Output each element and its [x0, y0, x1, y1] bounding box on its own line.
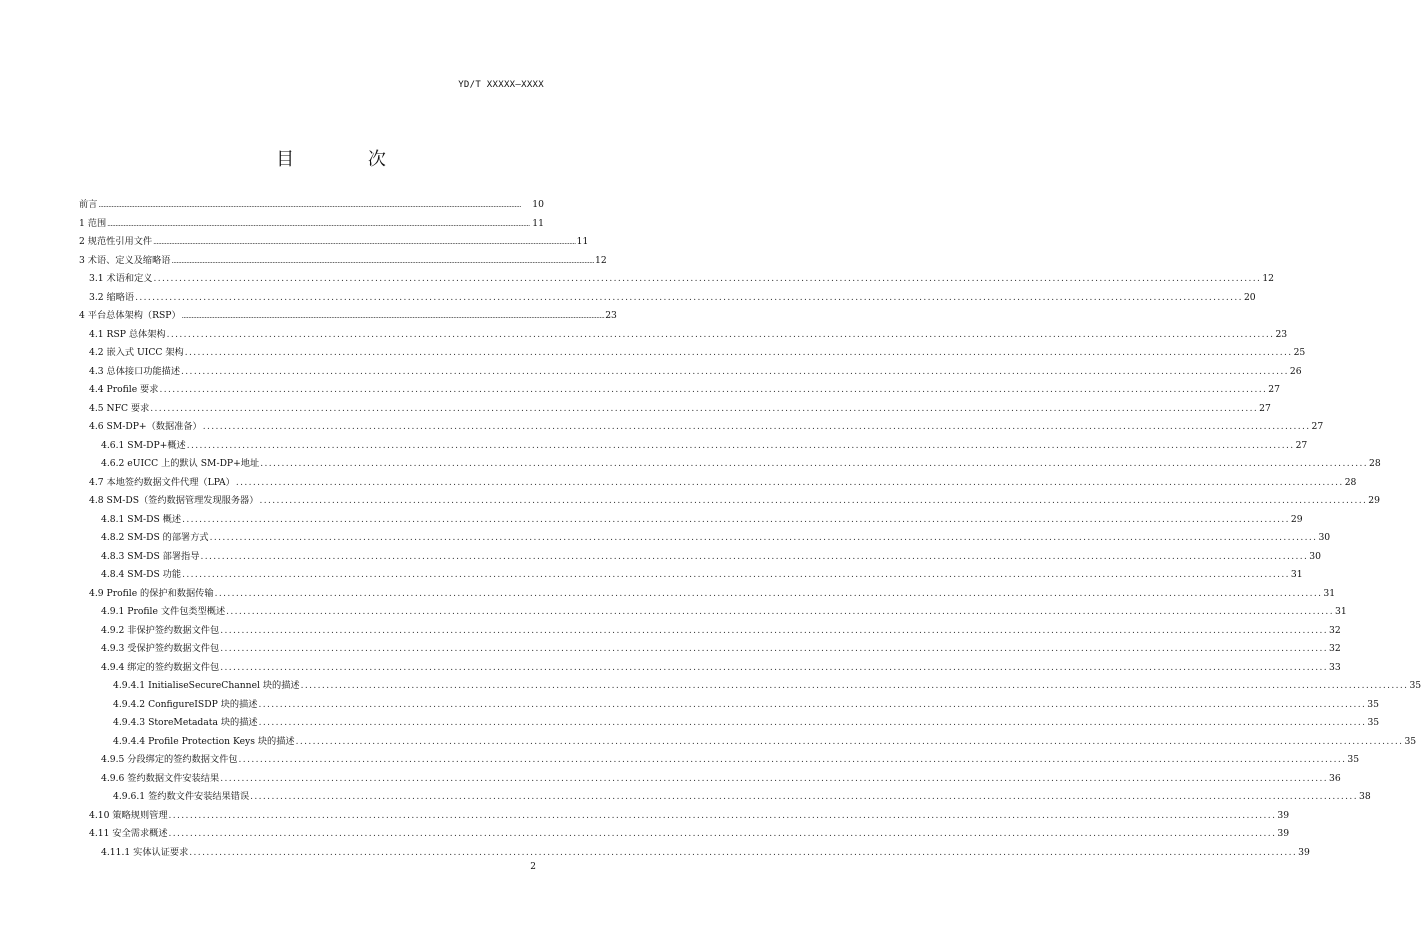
dot-leader: .................................................................................................................................................................................................................................................................... — [182, 570, 1290, 580]
toc-entry-page: 31 — [1323, 587, 1336, 599]
toc-entry[interactable] — [79, 661, 1341, 674]
toc-entry-label: 4.9.3 受保护签约数据文件包 — [101, 643, 220, 654]
dot-leader: .................................................................................................................................................................................................................................................................... — [107, 219, 530, 228]
dot-leader: .................................................................................................................................................................................................................................................................... — [220, 662, 1329, 673]
toc-entry[interactable] — [79, 458, 1381, 470]
toc-entry[interactable] — [79, 828, 1290, 840]
toc-entry-page: 38 — [1358, 791, 1371, 802]
dot-leader: .................................................................................................................................................................................................................................................................... — [258, 699, 1367, 710]
toc-entry-page: 27 — [1295, 439, 1308, 451]
toc-entry-label: 4.9.6.1 签约数文件安装结果错误 — [113, 791, 250, 802]
toc-entry[interactable] — [79, 698, 1379, 711]
toc-entry-page: 10 — [532, 199, 544, 210]
toc-entry-page: 31 — [1290, 569, 1303, 580]
dot-leader: .................................................................................................................................................................................................................................................................... — [182, 514, 1290, 525]
dot-leader: .................................................................................................................................................................................................................................................................... — [171, 256, 594, 265]
toc-entry-label: 前言 — [79, 199, 98, 210]
toc-entry[interactable] — [79, 273, 1275, 285]
toc-entry-label: 4.2 嵌入式 UICC 架构 — [89, 347, 184, 358]
toc-entry-page: 35 — [1367, 698, 1379, 710]
toc-entry-page: 31 — [1334, 606, 1347, 617]
dot-leader: .................................................................................................................................................................................................................................................................... — [258, 718, 1367, 728]
toc-entry-page: 26 — [1289, 365, 1302, 377]
dot-leader: .................................................................................................................................................................................................................................................................... — [168, 810, 1277, 821]
dot-leader: .................................................................................................................................................................................................................................................................... — [135, 292, 1243, 303]
toc-entry-page: 39 — [1277, 828, 1290, 839]
toc-entry[interactable] — [79, 754, 1360, 766]
toc-entry[interactable] — [79, 569, 1303, 581]
table-of-contents — [79, 199, 1421, 865]
dot-leader: .................................................................................................................................................................................................................................................................... — [300, 681, 1409, 691]
dot-leader: .................................................................................................................................................................................................................................................................... — [153, 274, 1262, 284]
toc-entry-label: 4.9.4 绑定的签约数据文件包 — [101, 661, 220, 673]
toc-entry-page: 11 — [532, 217, 544, 229]
toc-entry[interactable] — [79, 328, 1288, 341]
toc-entry-label: 3.2 缩略语 — [89, 291, 135, 303]
toc-entry[interactable] — [79, 218, 544, 230]
dot-leader: .................................................................................................................................................................................................................................................................... — [250, 792, 1358, 802]
toc-entry[interactable] — [79, 347, 1306, 359]
toc-entry-page: 27 — [1259, 402, 1271, 414]
toc-entry-page: 33 — [1329, 661, 1341, 673]
toc-entry-label: 4.8.1 SM-DS 概述 — [101, 513, 182, 525]
toc-entry-page: 27 — [1268, 384, 1280, 395]
toc-entry-page: 35 — [1409, 680, 1421, 691]
dot-leader: .................................................................................................................................................................................................................................................................... — [200, 551, 1309, 562]
toc-entry[interactable] — [79, 476, 1357, 489]
toc-entry-page: 12 — [594, 254, 607, 266]
dot-leader: .................................................................................................................................................................................................................................................................... — [220, 773, 1329, 784]
toc-entry[interactable] — [79, 254, 607, 267]
toc-entry-page: 25 — [1293, 347, 1306, 358]
toc-entry[interactable] — [79, 735, 1417, 748]
toc-entry-label: 4.11 安全需求概述 — [89, 828, 168, 839]
toc-entry-label: 4.9.4.3 StoreMetadata 块的描述 — [113, 717, 258, 728]
toc-entry-label: 4.9.4.2 ConfigureISDP 块的描述 — [113, 698, 258, 710]
toc-entry-page: 39 — [1277, 809, 1290, 821]
toc-entry-label: 4.8.2 SM-DS 的部署方式 — [101, 532, 209, 543]
toc-entry-page: 28 — [1369, 458, 1381, 469]
toc-entry-label: 3.1 术语和定义 — [89, 273, 153, 284]
toc-entry[interactable] — [79, 606, 1347, 618]
dot-leader: .................................................................................................................................................................................................................................................................... — [98, 201, 521, 209]
dot-leader: .................................................................................................................................................................................................................................................................... — [153, 238, 576, 246]
toc-entry-page: 36 — [1329, 772, 1341, 784]
toc-entry-page: 35 — [1367, 717, 1380, 728]
dot-leader: .................................................................................................................................................................................................................................................................... — [260, 459, 1369, 469]
toc-entry[interactable] — [79, 772, 1341, 785]
toc-entry[interactable] — [79, 532, 1331, 544]
dot-leader: .................................................................................................................................................................................................................................................................... — [202, 422, 1311, 432]
toc-entry-page: 35 — [1404, 735, 1417, 747]
toc-entry-label: 4.3 总体接口功能描述 — [89, 365, 181, 377]
toc-entry-label: 4.8.4 SM-DS 功能 — [101, 569, 182, 580]
toc-entry[interactable] — [79, 513, 1303, 526]
toc-entry-label: 4.9.5 分段绑定的签约数据文件包 — [101, 754, 238, 765]
toc-entry-page: 32 — [1329, 624, 1341, 636]
toc-entry-page: 30 — [1318, 532, 1331, 543]
toc-entry-label: 1 范围 — [79, 217, 107, 229]
dot-leader: .................................................................................................................................................................................................................................................................... — [214, 588, 1323, 599]
toc-entry-label: 4.7 本地签约数据文件代理（LPA） — [89, 476, 235, 488]
toc-entry[interactable] — [79, 384, 1280, 396]
dot-leader: .................................................................................................................................................................................................................................................................... — [181, 366, 1289, 377]
toc-entry-label: 4.5 NFC 要求 — [89, 402, 150, 414]
dot-leader: .................................................................................................................................................................................................................................................................... — [186, 440, 1295, 451]
toc-entry[interactable] — [79, 291, 1256, 304]
dot-leader: .................................................................................................................................................................................................................................................................... — [184, 348, 1293, 358]
toc-entry-label: 4.9.4.4 Profile Protection Keys 块的描述 — [113, 735, 295, 747]
toc-entry[interactable] — [79, 199, 544, 211]
toc-entry[interactable] — [79, 587, 1336, 600]
toc-entry[interactable] — [79, 846, 1310, 859]
toc-entry-label: 4.9.1 Profile 文件包类型概述 — [101, 606, 226, 617]
dot-leader: .................................................................................................................................................................................................................................................................... — [220, 644, 1329, 654]
toc-entry-page: 20 — [1243, 291, 1256, 303]
dot-leader: .................................................................................................................................................................................................................................................................... — [259, 496, 1368, 506]
toc-entry-label: 4.6 SM-DP+（数据准备） — [89, 421, 202, 432]
toc-entry[interactable] — [79, 791, 1371, 803]
toc-entry-page: 27 — [1311, 421, 1324, 432]
toc-entry-label: 4.9.2 非保护签约数据文件包 — [101, 624, 220, 636]
toc-entry-page: 28 — [1344, 476, 1357, 488]
toc-entry[interactable] — [79, 717, 1380, 729]
toc-entry[interactable] — [79, 643, 1341, 655]
toc-entry-label: 4 平台总体架构（RSP） — [79, 310, 181, 321]
toc-entry-page: 12 — [1262, 273, 1275, 284]
toc-entry-label: 4.1 RSP 总体架构 — [89, 328, 166, 340]
toc-entry[interactable] — [79, 439, 1308, 452]
toc-entry[interactable] — [79, 310, 617, 322]
toc-entry-page: 29 — [1290, 513, 1303, 525]
toc-entry-page: 23 — [605, 310, 617, 321]
document-code-header: YD/T XXXXX—XXXX — [458, 80, 544, 90]
toc-entry-label: 4.8 SM-DS（签约数据管理发现服务器） — [89, 495, 259, 506]
toc-entry[interactable] — [79, 680, 1421, 692]
toc-entry-label: 4.11.1 实体认证要求 — [101, 846, 189, 858]
toc-entry[interactable] — [79, 236, 589, 248]
toc-entry-label: 4.4 Profile 要求 — [89, 384, 159, 395]
dot-leader: .................................................................................................................................................................................................................................................................... — [150, 403, 1259, 414]
dot-leader: .................................................................................................................................................................................................................................................................... — [295, 736, 1404, 747]
toc-entry[interactable] — [79, 809, 1290, 822]
dot-leader: .................................................................................................................................................................................................................................................................... — [166, 329, 1275, 340]
dot-leader: .................................................................................................................................................................................................................................................................... — [226, 607, 1334, 617]
toc-entry-label: 2 规范性引用文件 — [79, 236, 153, 247]
toc-entry[interactable] — [79, 365, 1302, 378]
toc-entry-page: 32 — [1329, 643, 1341, 654]
toc-entry-page: 39 — [1298, 846, 1310, 858]
toc-entry-page: 35 — [1347, 754, 1360, 765]
dot-leader: .................................................................................................................................................................................................................................................................... — [181, 312, 605, 320]
toc-entry[interactable] — [79, 421, 1324, 433]
toc-entry-label: 3 术语、定义及缩略语 — [79, 254, 171, 266]
toc-entry[interactable] — [79, 495, 1380, 507]
dot-leader: .................................................................................................................................................................................................................................................................... — [159, 385, 1268, 395]
toc-entry[interactable] — [79, 624, 1341, 637]
toc-entry-label: 4.9 Profile 的保护和数据传输 — [89, 587, 214, 599]
page-number: 2 — [530, 862, 536, 872]
toc-entry-label: 4.9.6 签约数据文件安装结果 — [101, 772, 220, 784]
dot-leader: .................................................................................................................................................................................................................................................................... — [220, 625, 1329, 636]
toc-entry-label: 4.8.3 SM-DS 部署指导 — [101, 550, 200, 562]
toc-entry-label: 4.10 策略规则管理 — [89, 809, 168, 821]
toc-entry-page: 29 — [1368, 495, 1380, 506]
toc-entry-page: 11 — [576, 236, 589, 247]
toc-entry-label: 4.6.2 eUICC 上的默认 SM-DP+地址 — [101, 458, 260, 469]
toc-title: 目 次 — [276, 149, 420, 170]
toc-entry-page: 23 — [1275, 328, 1288, 340]
toc-entry[interactable] — [79, 550, 1321, 563]
toc-entry-label: 4.6.1 SM-DP+概述 — [101, 439, 186, 451]
dot-leader: .................................................................................................................................................................................................................................................................... — [189, 847, 1298, 858]
dot-leader: .................................................................................................................................................................................................................................................................... — [209, 533, 1318, 543]
dot-leader: .................................................................................................................................................................................................................................................................... — [235, 477, 1344, 488]
toc-entry-page: 30 — [1309, 550, 1321, 562]
dot-leader: .................................................................................................................................................................................................................................................................... — [238, 755, 1347, 765]
toc-entry[interactable] — [79, 402, 1271, 415]
toc-entry-label: 4.9.4.1 InitialiseSecureChannel 块的描述 — [113, 680, 300, 691]
dot-leader: .................................................................................................................................................................................................................................................................... — [168, 829, 1277, 839]
